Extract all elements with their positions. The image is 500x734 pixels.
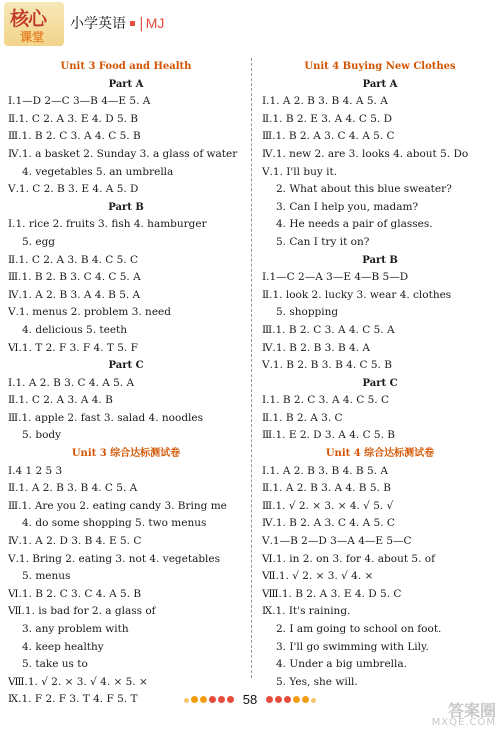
answer-line: Ⅱ.1. B 2. E 3. A 4. C 5. D xyxy=(262,112,393,125)
answer-line: Ⅲ.1. B 2. C 3. A 4. C 5. A xyxy=(262,323,395,336)
answer-line: Ⅳ.1. new 2. are 3. looks 4. about 5. Do xyxy=(262,147,469,160)
answer-line: Ⅳ.1. A 2. D 3. B 4. E 5. C xyxy=(8,535,142,548)
answer-line: Ⅴ.1. menus 2. problem 3. need xyxy=(8,306,171,319)
logo-sub-text: 课堂 xyxy=(20,30,45,44)
series-square-icon xyxy=(130,21,135,26)
column-divider xyxy=(251,58,252,678)
answer-line: 3. Can I help you, madam? xyxy=(276,200,419,213)
series-bar: | xyxy=(139,16,144,32)
answer-line: Ⅳ.1. a basket 2. Sunday 3. a glass of water xyxy=(8,147,238,160)
answer-line: 2. I am going to school on foot. xyxy=(276,623,442,635)
answer-line: Ⅲ.1. E 2. D 3. A 4. C 5. B xyxy=(262,429,396,442)
watermark-logo xyxy=(426,698,496,732)
answer-line: 4. vegetables 5. an umbrella xyxy=(22,165,174,178)
unit-heading: Unit 3 Food and Health xyxy=(60,61,192,72)
series-subject: 小学英语 xyxy=(70,16,126,32)
unit-heading: Unit 4 综合达标测试卷 xyxy=(325,448,435,460)
page-header xyxy=(0,0,500,50)
answer-line: Ⅵ.1. T 2. F 3. F 4. T 5. F xyxy=(8,341,138,354)
answer-line: Ⅵ.1. in 2. on 3. for 4. about 5. of xyxy=(262,552,435,565)
answer-line: Ⅲ.1. √ 2. × 3. × 4. √ 5. √ xyxy=(262,499,394,512)
part-heading: Part A xyxy=(362,78,398,90)
answer-line: Ⅲ.1. apple 2. fast 3. salad 4. noodles xyxy=(8,411,204,424)
unit-heading: Unit 3 综合达标测试卷 xyxy=(71,448,181,460)
answer-line: Ⅸ.1. F 2. F 3. T 4. F 5. T xyxy=(8,693,138,706)
answer-line: Ⅰ.1—D 2—C 3—B 4—E 5. A xyxy=(8,95,151,108)
answer-line: 5. menus xyxy=(22,570,71,583)
page-number: 58 xyxy=(242,692,258,707)
answer-line: 4. keep healthy xyxy=(22,640,104,653)
answer-line: Ⅰ.1. A 2. B 3. B 4. A 5. A xyxy=(262,95,388,108)
answer-line: Ⅰ.1. A 2. B 3. B 4. B 5. A xyxy=(262,464,388,477)
answer-line: Ⅷ.1. √ 2. × 3. √ 4. × 5. × xyxy=(8,675,148,688)
answer-line: Ⅰ.1—C 2—A 3—E 4—B 5—D xyxy=(262,271,409,284)
answer-line: Ⅰ.1. rice 2. fruits 3. fish 4. hamburger xyxy=(8,218,207,231)
series-edition: MJ xyxy=(145,15,165,31)
answer-line: Ⅱ.1. C 2. A 3. A 4. B xyxy=(8,394,113,407)
answer-line: 5. body xyxy=(22,429,62,442)
answer-line: Ⅳ.1. B 2. A 3. C 4. A 5. C xyxy=(262,517,395,530)
answer-line: 4. Under a big umbrella. xyxy=(276,658,407,671)
answer-line: Ⅱ.1. C 2. A 3. E 4. D 5. B xyxy=(8,112,139,125)
answer-line: Ⅳ.1. B 2. B 3. B 4. A xyxy=(262,341,370,354)
answer-line: Ⅱ.1. C 2. A 3. B 4. C 5. C xyxy=(8,253,139,266)
answer-line: Ⅴ.1—B 2—D 3—A 4—E 5—C xyxy=(262,535,412,548)
part-heading: Part B xyxy=(362,254,398,266)
answer-line: Ⅳ.1. A 2. B 3. A 4. B 5. A xyxy=(8,288,141,301)
brand-logo xyxy=(4,2,64,46)
watermark-url: MXQE.COM xyxy=(431,717,496,728)
answer-line: Ⅲ.1. B 2. A 3. C 4. A 5. C xyxy=(262,130,395,143)
answer-line: 5. egg xyxy=(22,235,56,248)
answer-line: Ⅸ.1. It's raining. xyxy=(262,605,351,618)
answer-line: Ⅶ.1. is bad for 2. a glass of xyxy=(8,605,156,618)
page-footer xyxy=(0,692,500,716)
answer-line: 2. What about this blue sweater? xyxy=(276,183,452,196)
answer-line: Ⅶ.1. √ 2. × 3. √ 4. × xyxy=(262,570,374,583)
answer-line: 4. He needs a pair of glasses. xyxy=(276,218,433,231)
answer-column-left xyxy=(8,58,244,709)
answer-line: 4. delicious 5. teeth xyxy=(22,323,128,336)
unit-heading: Unit 4 Buying New Clothes xyxy=(304,61,456,72)
answer-line: 4. do some shopping 5. two menus xyxy=(22,517,207,530)
answer-line: Ⅱ.1. A 2. B 3. A 4. B 5. B xyxy=(262,482,391,495)
series-label xyxy=(70,13,164,33)
part-heading: Part B xyxy=(108,201,144,213)
answer-line: Ⅰ.4 1 2 5 3 xyxy=(8,464,63,477)
answer-line: Ⅲ.1. B 2. C 3. A 4. C 5. B xyxy=(8,130,141,143)
answer-line: 5. Yes, she will. xyxy=(276,675,358,688)
answer-line: Ⅴ.1. B 2. B 3. B 4. C 5. B xyxy=(262,359,392,372)
answer-line: 5. take us to xyxy=(22,658,88,671)
right-dots-decoration xyxy=(265,694,317,706)
answer-line: Ⅰ.1. A 2. B 3. C 4. A 5. A xyxy=(8,376,135,389)
left-dots-decoration xyxy=(183,694,235,706)
watermark-text: 答案圈 xyxy=(447,701,496,720)
answer-line: Ⅲ.1. B 2. B 3. C 4. C 5. A xyxy=(8,271,141,284)
answer-line: Ⅰ.1. B 2. C 3. A 4. C 5. C xyxy=(262,394,390,407)
part-heading: Part A xyxy=(108,78,144,90)
answer-line: 3. any problem with xyxy=(22,623,129,635)
answer-line: Ⅱ.1. A 2. B 3. B 4. C 5. A xyxy=(8,482,138,495)
answer-line: Ⅱ.1. B 2. A 3. C xyxy=(262,411,343,424)
answer-line: 3. I'll go swimming with Lily. xyxy=(276,640,429,653)
answer-line: Ⅲ.1. Are you 2. eating candy 3. Bring me xyxy=(8,499,227,512)
answer-line: Ⅴ.1. I'll buy it. xyxy=(262,165,338,178)
answer-line: 5. shopping xyxy=(276,306,339,319)
answer-line: Ⅴ.1. C 2. B 3. E 4. A 5. D xyxy=(8,183,139,196)
answer-line: Ⅵ.1. B 2. C 3. C 4. A 5. B xyxy=(8,587,142,600)
answer-line: 5. Can I try it on? xyxy=(276,235,370,248)
part-heading: Part C xyxy=(362,377,398,389)
answer-line: Ⅷ.1. B 2. A 3. E 4. D 5. C xyxy=(262,587,402,600)
answer-line: Ⅴ.1. Bring 2. eating 3. not 4. vegetables xyxy=(8,552,221,565)
answer-line: Ⅱ.1. look 2. lucky 3. wear 4. clothes xyxy=(262,288,452,301)
answer-column-right xyxy=(262,58,498,691)
logo-main-text: 核心 xyxy=(10,8,47,30)
part-heading: Part C xyxy=(108,360,144,372)
